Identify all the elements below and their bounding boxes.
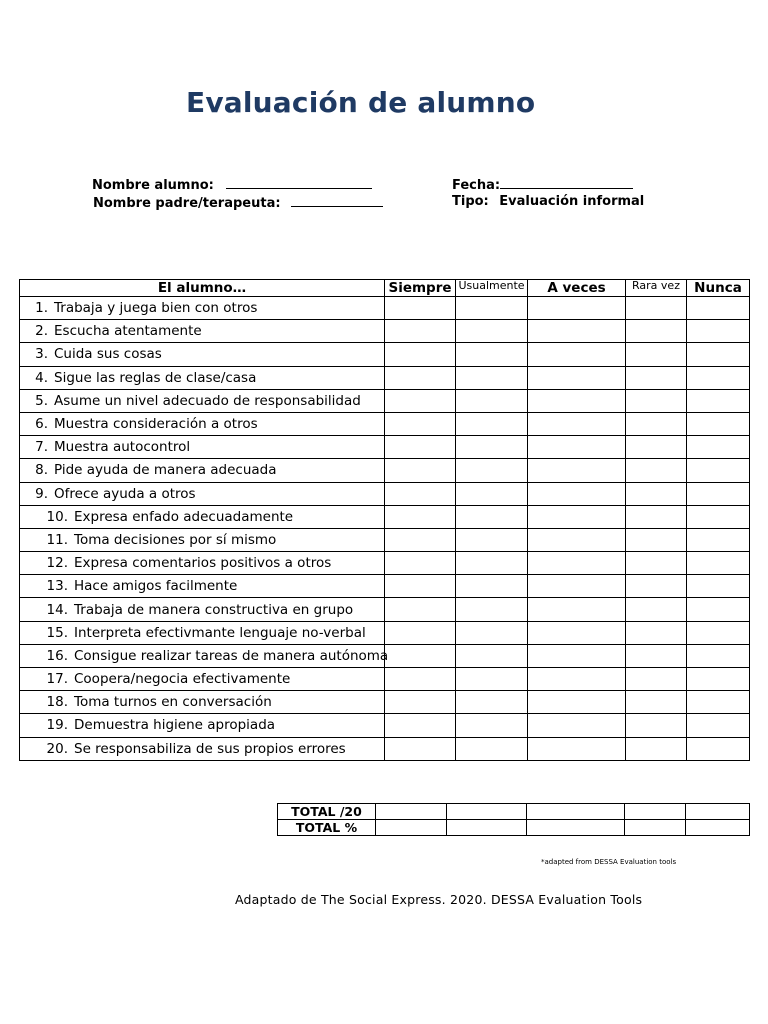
- item-text: Toma turnos en conversación: [74, 694, 272, 711]
- item-text: Asume un nivel adecuado de responsabilidad: [54, 392, 361, 409]
- rating-cell[interactable]: [687, 412, 750, 435]
- rating-cell[interactable]: [528, 737, 626, 760]
- rating-cell[interactable]: [456, 505, 528, 528]
- evaluation-table: [19, 279, 750, 761]
- total-count-row: [278, 804, 750, 820]
- item-cell: [20, 714, 385, 737]
- rating-cell[interactable]: [687, 459, 750, 482]
- item-cell: [20, 389, 385, 412]
- rating-cell[interactable]: [528, 436, 626, 459]
- item-number: 11.: [46, 531, 68, 548]
- item-cell: [20, 668, 385, 691]
- total-cell[interactable]: [625, 804, 686, 820]
- rating-cell[interactable]: [456, 459, 528, 482]
- item-cell: [20, 552, 385, 575]
- rating-cell[interactable]: [385, 482, 456, 505]
- item-number: 5.: [35, 392, 48, 409]
- table-row: [20, 575, 750, 598]
- item-text: Expresa comentarios positivos a otros: [74, 555, 332, 572]
- rating-cell[interactable]: [385, 691, 456, 714]
- header-sometimes: A veces: [528, 280, 626, 297]
- rating-cell[interactable]: [626, 366, 687, 389]
- rating-cell[interactable]: [456, 412, 528, 435]
- rating-cell[interactable]: [528, 691, 626, 714]
- footer-credit: Adaptado de The Social Express. 2020. DESSA Evaluation Tools: [235, 892, 643, 907]
- rating-cell[interactable]: [456, 552, 528, 575]
- rating-cell[interactable]: [528, 366, 626, 389]
- table-row: [20, 297, 750, 320]
- rating-cell[interactable]: [687, 644, 750, 667]
- rating-cell[interactable]: [528, 598, 626, 621]
- item-number: 9.: [35, 485, 48, 502]
- rating-cell[interactable]: [687, 737, 750, 760]
- rating-cell[interactable]: [456, 598, 528, 621]
- rating-cell[interactable]: [687, 320, 750, 343]
- rating-cell[interactable]: [528, 389, 626, 412]
- rating-cell[interactable]: [687, 668, 750, 691]
- item-number: 17.: [46, 671, 68, 688]
- item-cell: [20, 598, 385, 621]
- item-text: Ofrece ayuda a otros: [54, 485, 196, 502]
- rating-cell[interactable]: [687, 598, 750, 621]
- rating-cell[interactable]: [626, 459, 687, 482]
- rating-cell[interactable]: [528, 575, 626, 598]
- item-text: Coopera/negocia efectivamente: [74, 671, 291, 688]
- rating-cell[interactable]: [687, 389, 750, 412]
- table-row: [20, 412, 750, 435]
- header-never: Nunca: [687, 280, 750, 297]
- table-row: [20, 621, 750, 644]
- rating-cell[interactable]: [687, 691, 750, 714]
- rating-cell[interactable]: [687, 552, 750, 575]
- item-cell: [20, 459, 385, 482]
- item-number: 20.: [46, 740, 68, 757]
- item-text: Sigue las reglas de clase/casa: [54, 369, 257, 386]
- item-number: 14.: [46, 601, 68, 618]
- item-number: 19.: [46, 717, 68, 734]
- item-text: Expresa enfado adecuadamente: [74, 508, 294, 525]
- item-number: 10.: [46, 508, 68, 525]
- item-number: 15.: [46, 624, 68, 641]
- rating-cell[interactable]: [385, 459, 456, 482]
- total-cell[interactable]: [686, 804, 750, 820]
- rating-cell[interactable]: [626, 644, 687, 667]
- rating-cell[interactable]: [687, 505, 750, 528]
- item-cell: [20, 737, 385, 760]
- rating-cell[interactable]: [385, 320, 456, 343]
- rating-cell[interactable]: [626, 343, 687, 366]
- rating-cell[interactable]: [528, 343, 626, 366]
- item-cell: [20, 691, 385, 714]
- item-text: Se responsabiliza de sus propios errores: [74, 740, 346, 757]
- total-cell[interactable]: [447, 804, 527, 820]
- table-row: [20, 737, 750, 760]
- item-text: Trabaja y juega bien con otros: [54, 300, 258, 317]
- rating-cell[interactable]: [626, 528, 687, 551]
- rating-cell[interactable]: [385, 297, 456, 320]
- rating-cell[interactable]: [626, 621, 687, 644]
- rating-cell[interactable]: [626, 436, 687, 459]
- rating-cell[interactable]: [687, 436, 750, 459]
- rating-cell[interactable]: [456, 691, 528, 714]
- table-row: [20, 552, 750, 575]
- table-row: [20, 320, 750, 343]
- rating-cell[interactable]: [456, 668, 528, 691]
- rating-cell[interactable]: [456, 575, 528, 598]
- item-text: Pide ayuda de manera adecuada: [54, 462, 277, 479]
- rating-cell[interactable]: [626, 389, 687, 412]
- rating-cell[interactable]: [528, 482, 626, 505]
- item-text: Trabaja de manera constructiva en grupo: [74, 601, 354, 618]
- rating-cell[interactable]: [456, 389, 528, 412]
- item-text: Escucha atentamente: [54, 323, 202, 340]
- total-percent-row: [278, 820, 750, 836]
- item-number: 7.: [35, 439, 48, 456]
- totals-table: [277, 803, 750, 836]
- rating-cell[interactable]: [456, 714, 528, 737]
- table-row: [20, 436, 750, 459]
- date-label: Fecha:: [452, 178, 501, 193]
- total-cell[interactable]: [376, 820, 447, 836]
- item-text: Demuestra higiene apropiada: [74, 717, 276, 734]
- item-cell: [20, 644, 389, 667]
- header-rarely: Rara vez: [626, 280, 687, 297]
- item-cell: [20, 412, 385, 435]
- rating-cell[interactable]: [456, 320, 528, 343]
- item-cell: [20, 482, 385, 505]
- rating-cell[interactable]: [528, 320, 626, 343]
- rating-cell[interactable]: [687, 714, 750, 737]
- student-name-label: Nombre alumno:: [92, 178, 214, 193]
- table-row: [20, 389, 750, 412]
- type-label: Tipo:: [452, 194, 489, 209]
- rating-cell[interactable]: [528, 412, 626, 435]
- rating-cell[interactable]: [687, 575, 750, 598]
- item-cell: [20, 320, 385, 343]
- item-number: 6.: [35, 416, 48, 433]
- parent-name-line[interactable]: [291, 194, 383, 207]
- rating-cell[interactable]: [687, 297, 750, 320]
- type-value: Evaluación informal: [499, 194, 645, 209]
- rating-cell[interactable]: [626, 482, 687, 505]
- rating-cell[interactable]: [626, 412, 687, 435]
- item-text: Interpreta efectivmante lenguaje no-verbal: [74, 624, 366, 641]
- rating-cell[interactable]: [626, 714, 687, 737]
- rating-cell[interactable]: [456, 297, 528, 320]
- table-row: [20, 668, 750, 691]
- rating-cell[interactable]: [456, 343, 528, 366]
- item-text: Muestra consideración a otros: [54, 416, 258, 433]
- table-row: [20, 644, 750, 667]
- rating-cell[interactable]: [456, 482, 528, 505]
- table-row: [20, 598, 750, 621]
- item-text: Muestra autocontrol: [54, 439, 191, 456]
- table-row: [20, 528, 750, 551]
- header-student: El alumno…: [20, 280, 385, 297]
- total-cell[interactable]: [527, 804, 625, 820]
- rating-cell[interactable]: [687, 366, 750, 389]
- rating-cell[interactable]: [626, 737, 687, 760]
- rating-cell[interactable]: [626, 552, 687, 575]
- item-cell: [20, 436, 385, 459]
- rating-cell[interactable]: [385, 598, 456, 621]
- rating-cell[interactable]: [626, 297, 687, 320]
- rating-cell[interactable]: [456, 644, 528, 667]
- item-text: Cuida sus cosas: [54, 346, 162, 363]
- table-row: [20, 459, 750, 482]
- rating-cell[interactable]: [385, 528, 456, 551]
- student-name-line[interactable]: [226, 176, 372, 189]
- rating-cell[interactable]: [687, 482, 750, 505]
- rating-cell[interactable]: [385, 552, 456, 575]
- rating-cell[interactable]: [456, 436, 528, 459]
- rating-cell[interactable]: [528, 528, 626, 551]
- header-usually: Usualmente: [456, 280, 528, 297]
- item-number: 8.: [35, 462, 48, 479]
- item-text: Toma decisiones por sí mismo: [74, 531, 277, 548]
- rating-cell[interactable]: [687, 528, 750, 551]
- table-row: [20, 482, 750, 505]
- rating-cell[interactable]: [456, 528, 528, 551]
- item-text: Hace amigos facilmente: [74, 578, 238, 595]
- total-cell[interactable]: [447, 820, 527, 836]
- rating-cell[interactable]: [385, 505, 456, 528]
- rating-cell[interactable]: [626, 598, 687, 621]
- item-number: 18.: [46, 694, 68, 711]
- rating-cell[interactable]: [385, 436, 456, 459]
- rating-cell[interactable]: [385, 644, 456, 667]
- table-row: [20, 714, 750, 737]
- header-always: Siempre: [385, 280, 456, 297]
- rating-cell[interactable]: [626, 505, 687, 528]
- type-field: [452, 194, 644, 209]
- rating-cell[interactable]: [385, 366, 456, 389]
- total-cell[interactable]: [686, 820, 750, 836]
- parent-name-field: [93, 194, 383, 211]
- rating-cell[interactable]: [528, 668, 626, 691]
- table-row: [20, 343, 750, 366]
- item-number: 4.: [35, 369, 48, 386]
- rating-cell[interactable]: [528, 505, 626, 528]
- rating-cell[interactable]: [385, 412, 456, 435]
- date-field: [452, 176, 633, 193]
- table-row: [20, 691, 750, 714]
- table-header-row: [20, 280, 750, 297]
- total-count-label: TOTAL /20: [278, 804, 376, 820]
- rating-cell[interactable]: [385, 575, 456, 598]
- rating-cell[interactable]: [528, 552, 626, 575]
- item-number: 2.: [35, 323, 48, 340]
- item-number: 1.: [35, 300, 48, 317]
- rating-cell[interactable]: [626, 668, 687, 691]
- rating-cell[interactable]: [385, 737, 456, 760]
- rating-cell[interactable]: [528, 621, 626, 644]
- table-row: [20, 505, 750, 528]
- rating-cell[interactable]: [385, 343, 456, 366]
- rating-cell[interactable]: [385, 621, 456, 644]
- rating-cell[interactable]: [626, 320, 687, 343]
- rating-cell[interactable]: [687, 343, 750, 366]
- item-cell: [20, 366, 385, 389]
- rating-cell[interactable]: [528, 297, 626, 320]
- total-cell[interactable]: [625, 820, 686, 836]
- item-number: 13.: [46, 578, 68, 595]
- total-percent-label: TOTAL %: [278, 820, 376, 836]
- rating-cell[interactable]: [456, 366, 528, 389]
- item-cell: [20, 621, 385, 644]
- item-cell: [20, 343, 385, 366]
- item-cell: [20, 575, 385, 598]
- rating-cell[interactable]: [687, 621, 750, 644]
- date-line[interactable]: [500, 176, 633, 189]
- item-cell: [20, 528, 385, 551]
- rating-cell[interactable]: [528, 644, 626, 667]
- rating-cell[interactable]: [456, 737, 528, 760]
- rating-cell[interactable]: [385, 668, 456, 691]
- item-cell: [20, 297, 385, 320]
- table-row: [20, 366, 750, 389]
- student-name-field: [92, 176, 372, 193]
- rating-cell[interactable]: [626, 575, 687, 598]
- item-number: 16.: [46, 647, 68, 664]
- rating-cell[interactable]: [385, 714, 456, 737]
- rating-cell[interactable]: [385, 389, 456, 412]
- source-note: *adapted from DESSA Evaluation tools: [541, 858, 677, 866]
- rating-cell[interactable]: [456, 621, 528, 644]
- total-cell[interactable]: [376, 804, 447, 820]
- rating-cell[interactable]: [626, 691, 687, 714]
- item-number: 12.: [46, 555, 68, 572]
- item-number: 3.: [35, 346, 48, 363]
- parent-name-label: Nombre padre/terapeuta:: [93, 196, 281, 211]
- item-cell: [20, 505, 385, 528]
- item-text: Consigue realizar tareas de manera autónoma: [74, 647, 389, 664]
- page-title: Evaluación de alumno: [186, 86, 536, 119]
- rating-cell[interactable]: [528, 714, 626, 737]
- rating-cell[interactable]: [528, 459, 626, 482]
- total-cell[interactable]: [527, 820, 625, 836]
